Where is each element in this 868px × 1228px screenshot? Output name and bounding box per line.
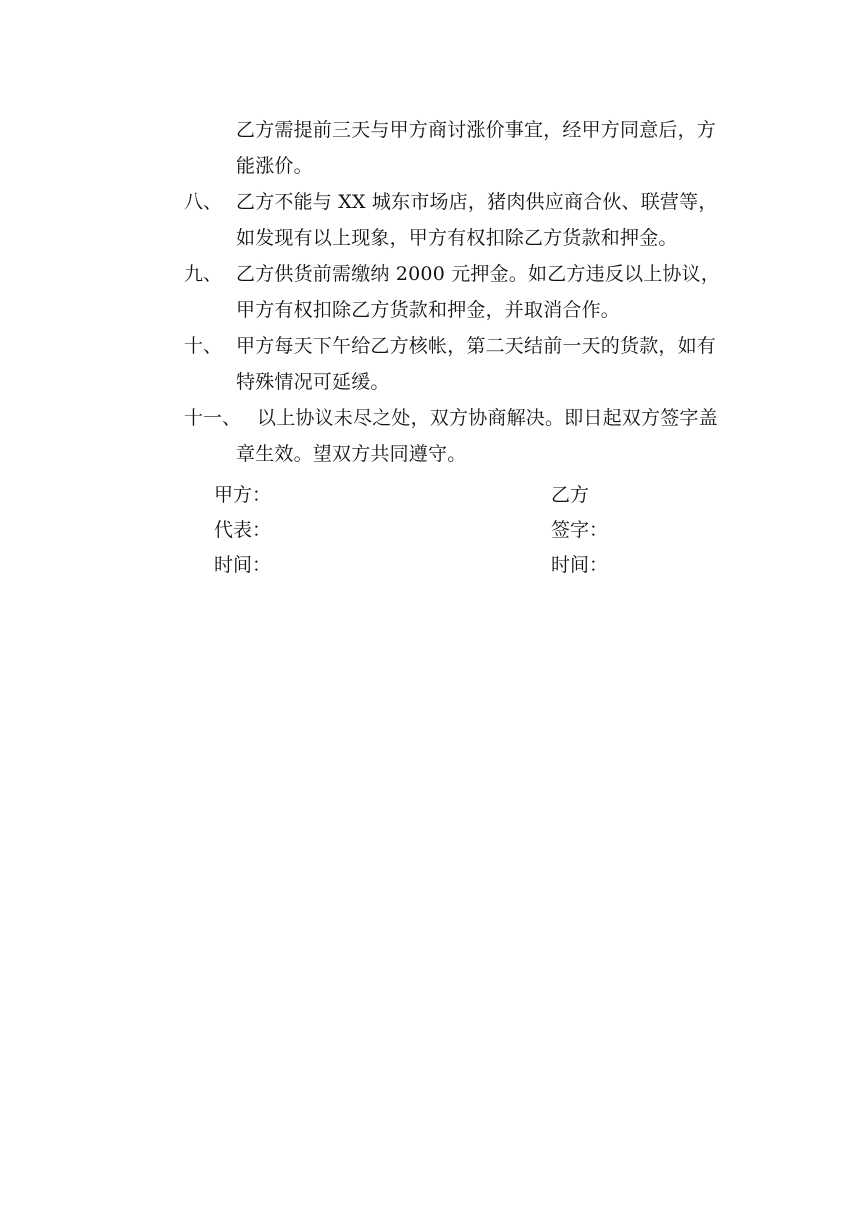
clause-9-number: 九、 <box>184 263 223 285</box>
clause-10-line-1: 甲方每天下午给乙方核帐，第二天结前一天的货款，如有 <box>236 335 717 357</box>
clause-8-line-2: 如发现有以上现象，甲方有权扣除乙方货款和押金。 <box>236 227 678 249</box>
clause-7-line-1: 乙方需提前三天与甲方商讨涨价事宜，经甲方同意后，方 <box>236 119 717 141</box>
party-a-rep-label: 代表： <box>214 519 272 541</box>
clause-11-line-2: 章生效。望双方共同遵守。 <box>236 443 467 465</box>
party-a-name-label: 甲方： <box>214 484 272 506</box>
party-b-time-label: 时间： <box>551 554 609 576</box>
clause-9-line-1: 乙方供货前需缴纳 2000 元押金。如乙方违反以上协议， <box>236 263 721 285</box>
clause-7-line-2: 能涨价。 <box>236 155 313 177</box>
party-b-name-label: 乙方 <box>551 484 590 506</box>
party-b-sign-label: 签字： <box>551 519 609 541</box>
clause-8-number: 八、 <box>184 191 223 213</box>
clause-11-number: 十一、 <box>184 407 242 429</box>
clause-9-line-2: 甲方有权扣除乙方货款和押金，并取消合作。 <box>236 299 621 321</box>
clause-10-number: 十、 <box>184 335 223 357</box>
party-a-time-label: 时间： <box>214 554 272 576</box>
clause-8-line-1: 乙方不能与 XX 城东市场店，猪肉供应商合伙、联营等， <box>236 191 718 213</box>
clause-11-line-1: 以上协议未尽之处，双方协商解决。即日起双方签字盖 <box>257 407 718 429</box>
clause-10-line-2: 特殊情况可延缓。 <box>236 371 390 393</box>
